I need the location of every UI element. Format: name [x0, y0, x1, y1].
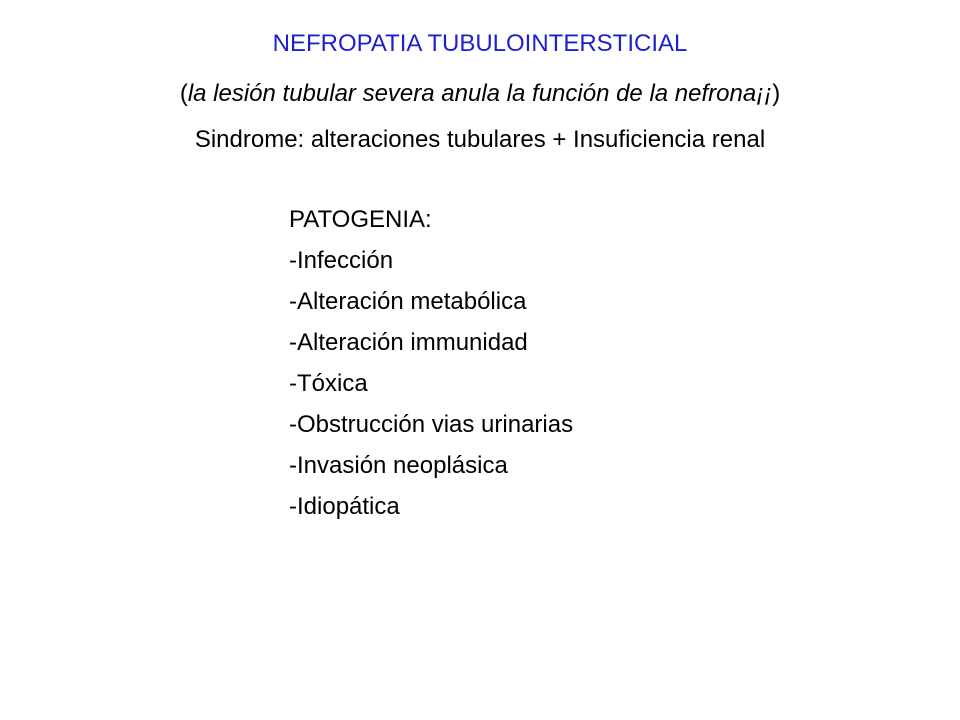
syndrome-line: Sindrome: alteraciones tubulares + Insuficiencia renal — [194, 126, 766, 153]
patogenia-item-idiopatica: -Idiopática — [289, 493, 400, 520]
subtitle-text: la lesión tubular severa anula la función de la nefrona¡¡ — [187, 80, 773, 107]
slide-subtitle — [0, 78, 960, 110]
patogenia-item-neoplasica: -Invasión neoplásica — [289, 452, 508, 479]
slide-title: NEFROPATIA TUBULOINTERSTICIAL — [272, 30, 688, 57]
patogenia-item-toxica: -Tóxica — [289, 370, 368, 397]
patogenia-item-obstruccion: -Obstrucción vias urinarias — [289, 411, 574, 438]
patogenia-item-infeccion: -Infección — [289, 247, 394, 274]
subtitle-open-paren: ( — [179, 80, 188, 107]
patogenia-item-metabolica: -Alteración metabólica — [289, 288, 527, 315]
subtitle-close-paren: ) — [772, 80, 781, 107]
patogenia-list — [289, 204, 573, 532]
patogenia-item-immunidad: -Alteración immunidad — [289, 329, 528, 356]
patogenia-heading: PATOGENIA: — [289, 206, 432, 233]
